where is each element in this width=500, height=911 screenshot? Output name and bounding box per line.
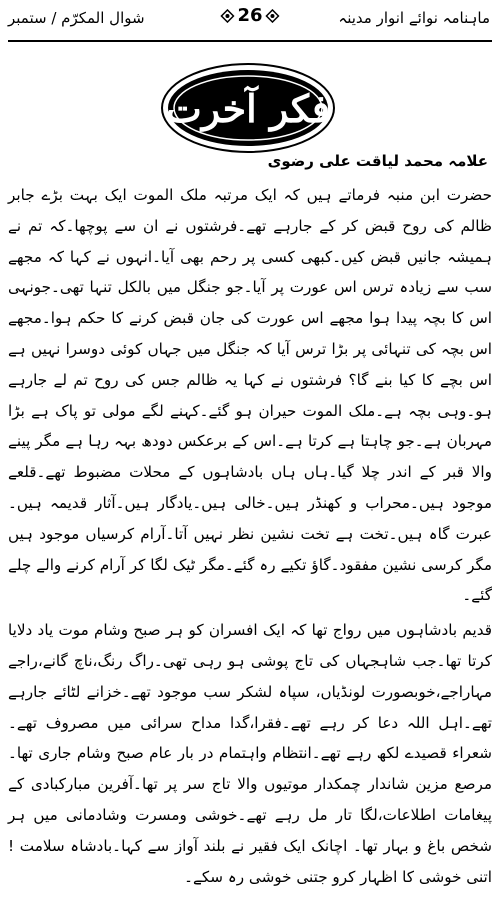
article-body bbox=[8, 180, 492, 892]
header-rule bbox=[8, 40, 492, 42]
page-number: 26 bbox=[237, 5, 263, 26]
ornament-icon bbox=[220, 9, 234, 23]
ornament-icon bbox=[266, 9, 280, 23]
article-author: علامہ محمد لیاقت علی رضوی bbox=[267, 152, 488, 170]
page-number-box bbox=[220, 5, 279, 26]
paragraph: قدیم بادشاہوں میں رواج تھا کہ ایک افسران کو ہر صبح وشام موت یاد دلایا کرتا تھا۔جب شاہجہاں کی تاج پوشی ہو رہی تھی۔راگ رنگ،ناچ گانے،راجے مہاراجے،خوبصورت لونڈیاں، سپاہ لشکر سب موجود تھے۔خزانے لٹائے جارہے تھے۔اہل اللہ دعا کر رہے تھے۔فقرا،گدا مداح سرائی میں مصروف تھے۔شعراء قصیدے لکھ رہے تھے۔انتظام واہتمام در بار عام صبح وشام جاری تھا۔مرصع مزین شاندار چمکدار موتیوں والا تاج سر پر تھا۔آفرین مبارکبادی کے پیغامات اطلاعات،لگا تار مل رہے تھے۔خوشی ومسرت وشادمانی میں ہر شخص باغ و بہار تھا۔ اچانک ایک فقیر نے بلند آواز سے کہا۔بادشاہ سلامت ! اتنی خوشی کا اظہار کرو جتنی خوشی رہ سکے۔ bbox=[8, 621, 492, 886]
article-title: فکر آخرت bbox=[165, 85, 331, 131]
title-badge bbox=[160, 62, 336, 154]
issue-month: شوال المکرّم / ستمبر bbox=[8, 9, 145, 27]
page-header bbox=[0, 0, 500, 44]
magazine-name: ماہنامہ نوائے انوار مدینہ bbox=[338, 9, 490, 27]
paragraph: حضرت ابن منبہ فرماتے ہیں کہ ایک مرتبہ ملک الموت ایک بہت بڑے جابر ظالم کی روح قبض کر کے جارہے تھے۔فرشتوں نے ان سے پوچھا۔کہ تم نے ہمیشہ جانیں قبض کیں۔کبھی کسی پر رحم بھی آیا۔انہوں نے کہا کہ مجھے سب سے زیادہ ترس اس عورت پر آیا۔جو جنگل میں بالکل تنہا تھی۔جونہی اس کا بچہ پیدا ہوا مجھے اس عورت کی جان قبض کرنے کا حکم ہوا۔مجھے اس بچہ کی تنہائی پر بڑا ترس آیا کہ جنگل میں جہاں کوئی دوسرا نہیں ہے اس بچے کا کیا بنے گا؟ فرشتوں نے کہا یہ ظالم جس کی روح تم لے جارہے ہو۔وہی بچہ ہے۔ملک الموت حیران ہو گئے۔کہنے لگے مولی تو پاک ہے بڑا مہربان ہے۔جو چاہتا ہے کرتا ہے۔اس کے برعکس دودھ بہہ رہا ہے مگر پینے والا قبر کے اندر چلا گیا۔ہاں ہاں بادشاہوں کے محلات مضبوط تھے۔قلعے موجود ہیں۔محراب و کھنڈر ہیں۔خالی ہیں۔یادگار ہیں۔آثار قدیمہ ہیں۔عبرت گاہ ہیں۔تخت ہے تخت نشین نظر نہیں آتا۔آرام کرسیاں موجود ہیں مگر کرسی نشین مفقود۔گاؤ تکیے رہ گئے۔مگر ٹیک لگا کر آرام کرنے والے چلے گئے۔ bbox=[8, 186, 492, 605]
